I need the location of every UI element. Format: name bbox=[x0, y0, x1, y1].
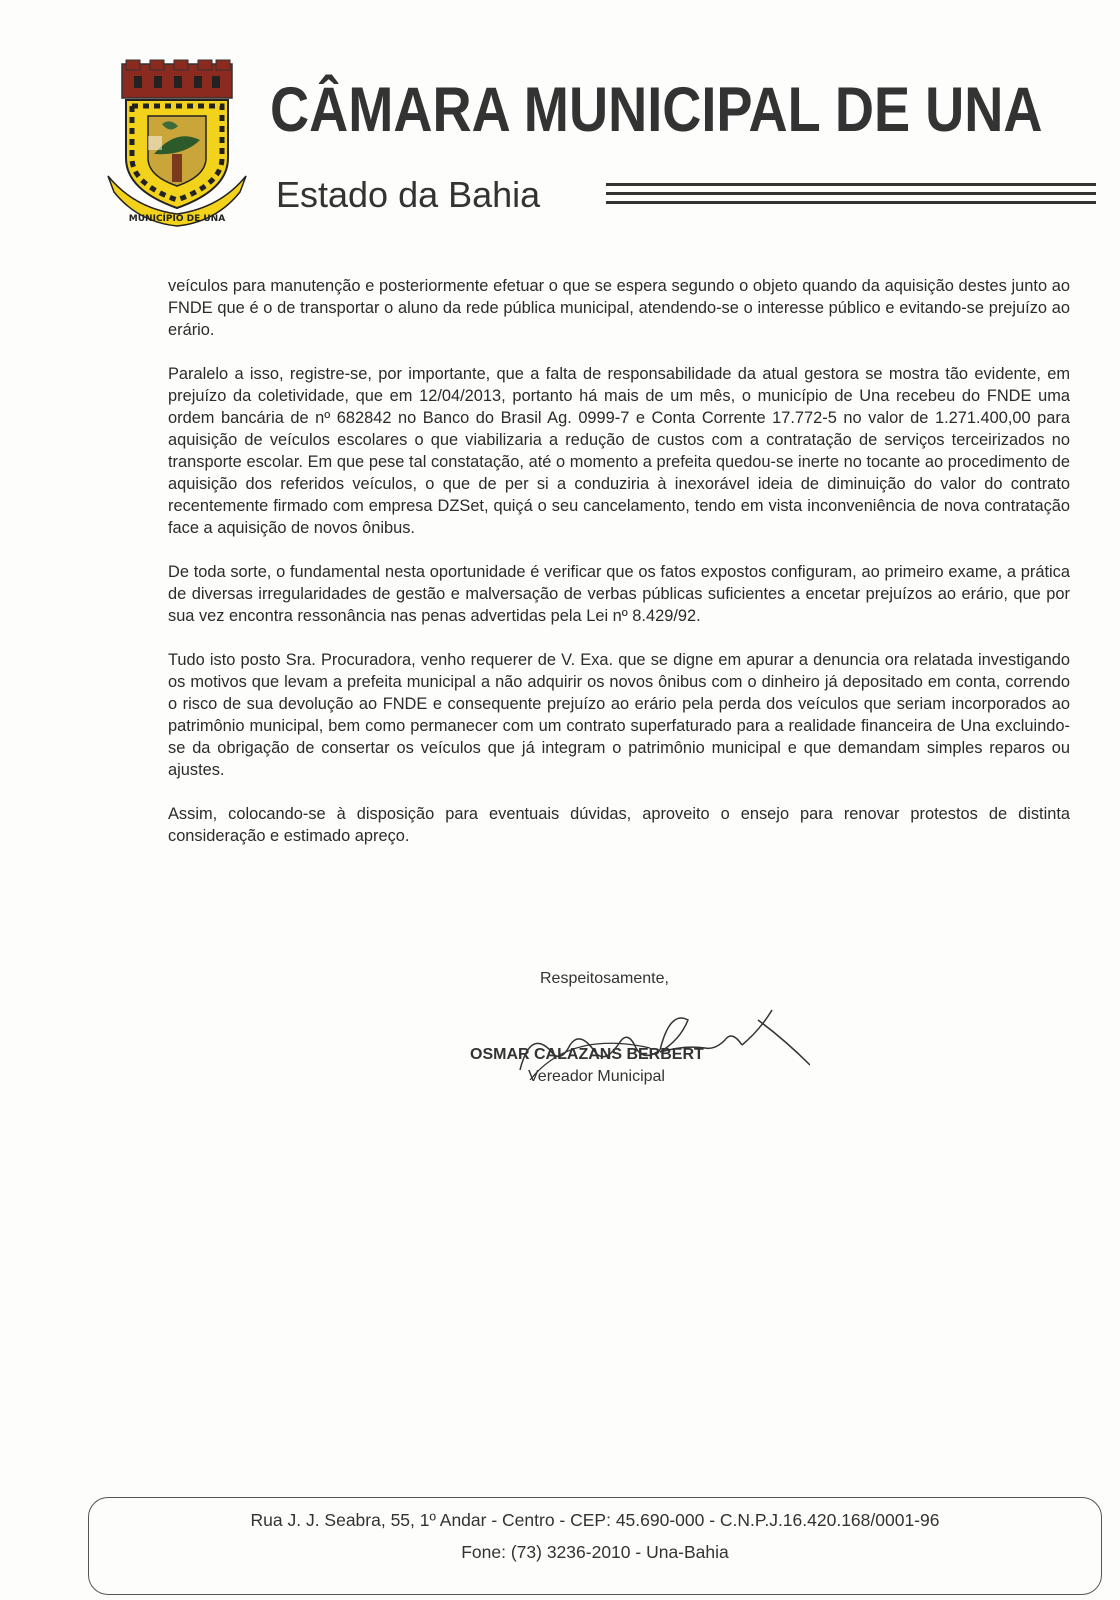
municipal-crest-logo bbox=[104, 58, 250, 228]
page-title: CÂMARA MUNICIPAL DE UNA bbox=[270, 75, 1043, 145]
page-subtitle: Estado da Bahia bbox=[276, 174, 541, 215]
closing-text: Respeitosamente, bbox=[540, 970, 669, 987]
footer-phone: Fone: (73) 3236-2010 - Una-Bahia bbox=[461, 1542, 729, 1562]
header-rule bbox=[606, 201, 1096, 204]
signer-name: OSMAR CALAZANS BERBERT bbox=[470, 1046, 704, 1063]
header-rule bbox=[606, 183, 1096, 186]
crest-ribbon-text: MUNICÍPIO DE UNA bbox=[128, 214, 226, 224]
paragraph: De toda sorte, o fundamental nesta oportunidade é verificar que os fatos expostos configuram, ao primeiro exame, a prática de diversas irregularidades de gestão e malversação de verbas públicas suficientes a encetar prejuízos ao erário, que por sua vez encontra ressonância nas penas advertidas pela Lei nº 8.429/92. bbox=[168, 563, 1070, 625]
paragraph: veículos para manutenção e posteriormente efetuar o que se espera segundo o objeto quando da aquisição destes junto ao FNDE que é o de transportar o aluno da rede pública municipal, atendendo-se o interesse público e evitando-se prejuízo ao erário. bbox=[168, 277, 1070, 339]
footer-address: Rua J. J. Seabra, 55, 1º Andar - Centro - CEP: 45.690-000 - C.N.P.J.16.420.168/0001-96 bbox=[250, 1510, 940, 1530]
paragraph: Assim, colocando-se à disposição para eventuais dúvidas, aproveito o ensejo para renovar protestos de distinta consideração e estimado apreço. bbox=[168, 805, 1070, 845]
signer-role: Vereador Municipal bbox=[528, 1068, 665, 1085]
footer-box bbox=[88, 1497, 1102, 1595]
header-rule bbox=[606, 192, 1096, 195]
paragraph: Tudo isto posto Sra. Procuradora, venho requerer de V. Exa. que se digne em apurar a denuncia ora relatada investigando os motivos que levam a prefeita municipal a não adquirir os novos ônibus com o dinheiro já depositado em conta, correndo o risco de sua devolução ao FNDE e consequente prejuízo ao erário pela perda dos veículos que seriam incorporados ao patrimônio municipal, bem como permanecer com um contrato superfaturado para a realidade financeira de Una excluindo-se da obrigação de consertar os veículos que já integram o patrimônio municipal e que demandam simples reparos ou ajustes. bbox=[168, 651, 1070, 779]
letter-body bbox=[168, 275, 1070, 869]
paragraph: Paralelo a isso, registre-se, por importante, que a falta de responsabilidade da atual gestora se mostra tão evidente, em prejuízo da coletividade, que em 12/04/2013, portanto há mais de um mês, o município de Una recebeu do FNDE uma ordem bancária de nº 682842 no Banco do Brasil Ag. 0999-7 e Conta Corrente 17.772-5 no valor de 1.271.400,00 para aquisição de veículos escolares o que viabilizaria a redução de custos com a contratação de serviços terceirizados no transporte escolar. Em que pese tal constatação, até o momento a prefeita quedou-se inerte no tocante ao procedimento de aquisição dos referidos veículos, o que de per si a conduziria à inexorável ideia de diminuição do valor do contrato recentemente firmado com empresa DZSet, quiçá o seu cancelamento, tendo em vista inconveniência de nova contratação face a aquisição de novos ônibus. bbox=[168, 365, 1070, 537]
signature-block bbox=[470, 970, 810, 1110]
